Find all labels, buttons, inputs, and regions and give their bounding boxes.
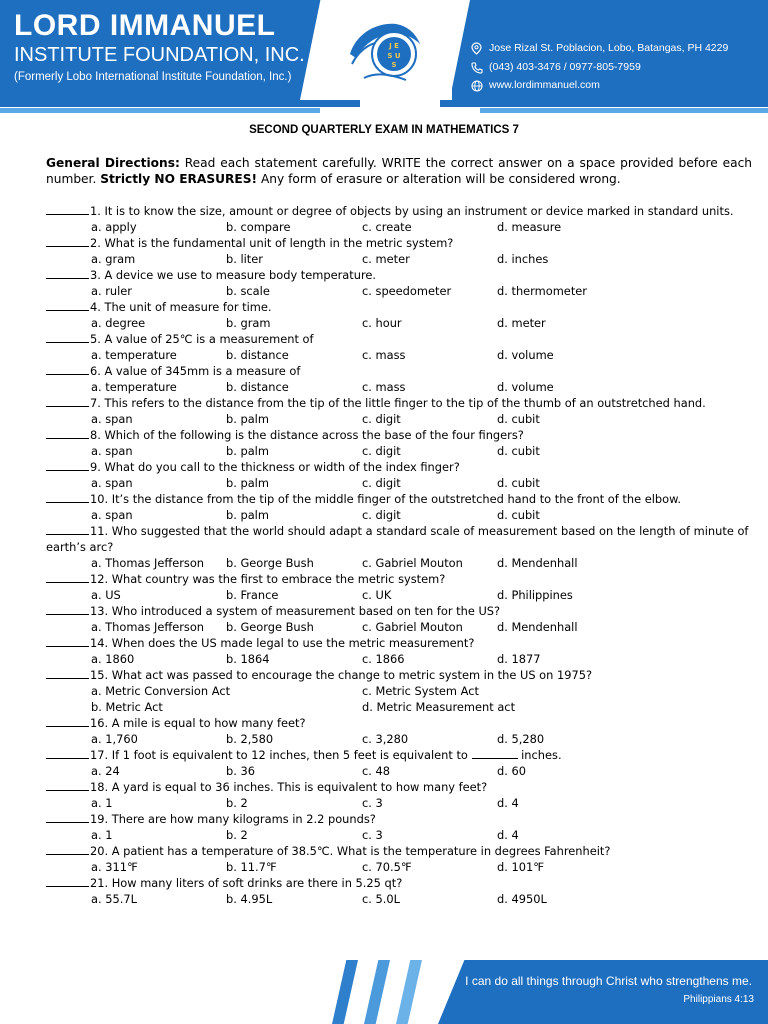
answer-blank[interactable] [46, 459, 89, 471]
school-subtitle: INSTITUTE FOUNDATION, INC. [14, 44, 305, 66]
answer-blank[interactable] [46, 875, 89, 887]
answer-blank[interactable] [46, 603, 89, 615]
answer-blank[interactable] [46, 635, 89, 647]
question-text: 17. If 1 foot is equivalent to 12 inches, then 5 feet is equivalent to [90, 748, 472, 762]
answer-choice: c. speedometer [362, 284, 452, 298]
header-stripe [480, 108, 768, 113]
globe-icon [470, 79, 483, 92]
choice-row [46, 283, 752, 299]
question-item [46, 491, 752, 507]
question-text: 21. How many liters of soft drinks are there in 5.25 qt? [90, 876, 403, 890]
answer-choice: d. cubit [497, 508, 540, 522]
answer-choice: b. George Bush [226, 620, 314, 634]
choice-row [46, 379, 752, 395]
school-name: LORD IMMANUEL [14, 9, 276, 42]
general-directions [46, 155, 752, 187]
answer-choice: d. meter [497, 316, 546, 330]
answer-choice: b. palm [226, 412, 269, 426]
question-item [46, 331, 752, 347]
choice-row [46, 347, 752, 363]
answer-blank[interactable] [46, 779, 89, 791]
address-text: Jose Rizal St. Poblacion, Lobo, Batangas, PH 4229 [489, 42, 729, 54]
answer-choice: a. 24 [91, 764, 120, 778]
question-text-end: inches. [517, 748, 562, 762]
answer-choice: d. thermometer [497, 284, 587, 298]
answer-blank[interactable] [46, 267, 89, 279]
question-item [46, 203, 752, 219]
footer-verse: I can do all things through Christ who strengthens me. [465, 974, 752, 988]
answer-choice: c. 3 [362, 796, 383, 810]
question-text: 14. When does the US made legal to use the metric measurement? [90, 636, 475, 650]
question-text: 5. A value of 25℃ is a measurement of [90, 332, 314, 346]
answer-choice: b. gram [226, 316, 271, 330]
answer-choice: c. Gabriel Mouton [362, 556, 463, 570]
svg-text:S: S [391, 61, 397, 69]
answer-choice: a. temperature [91, 380, 177, 394]
answer-choice: a. span [91, 444, 133, 458]
choice-row [46, 731, 752, 747]
question-item [46, 747, 752, 763]
choice-row [46, 411, 752, 427]
choice-row [46, 827, 752, 843]
answer-choice: b. palm [226, 444, 269, 458]
answer-choice: c. Metric System Act [362, 684, 479, 698]
answer-choice: a. 1,760 [91, 732, 138, 746]
answer-choice: a. apply [91, 220, 137, 234]
question-text: 1. It is to know the size, amount or degree of objects by using an instrument or device marked in standard units. [90, 204, 734, 218]
answer-choice: c. Gabriel Mouton [362, 620, 463, 634]
svg-text:S U: S U [387, 52, 401, 60]
answer-choice: d. cubit [497, 412, 540, 426]
choice-row [46, 651, 752, 667]
answer-blank[interactable] [46, 299, 89, 311]
choice-row [46, 507, 752, 523]
answer-choice: a. 311℉ [91, 860, 138, 874]
answer-choice: b. scale [226, 284, 270, 298]
answer-choice: a. Thomas Jefferson [91, 556, 205, 570]
answer-choice: a. span [91, 476, 133, 490]
header-stripe [0, 108, 320, 113]
phone-icon [470, 61, 483, 74]
answer-blank[interactable] [46, 427, 89, 439]
choice-row [46, 315, 752, 331]
question-item [46, 299, 752, 315]
answer-choice: b. liter [226, 252, 263, 266]
answer-blank[interactable] [46, 523, 89, 535]
choice-row [46, 859, 752, 875]
answer-blank[interactable] [46, 843, 89, 855]
answer-choice: c. 5.0L [362, 892, 400, 906]
answer-choice: d. Metric Measurement act [362, 700, 516, 714]
answer-choice: a. span [91, 508, 133, 522]
answer-choice: d. 1877 [497, 652, 541, 666]
choice-row [46, 555, 752, 571]
question-text: 3. A device we use to measure body temperature. [90, 268, 377, 282]
answer-choice: b. palm [226, 508, 269, 522]
answer-choice: b. Metric Act [91, 700, 163, 714]
directions-text: Read each statement carefully. WRITE the correct answer on a space provided before each number. [46, 156, 753, 186]
question-text: 10. It’s the distance from the tip of the middle finger of the outstretched hand to the front of the elbow. [90, 492, 681, 506]
answer-choice: d. 60 [497, 764, 526, 778]
answer-blank[interactable] [46, 363, 89, 375]
answer-choice: d. volume [497, 380, 554, 394]
question-text: 7. This refers to the distance from the tip of the little finger to the tip of the thumb of an outstretched hand. [90, 396, 706, 410]
answer-choice: a. Thomas Jefferson [91, 620, 205, 634]
answer-blank[interactable] [46, 395, 89, 407]
answer-choice: a. 55.7L [91, 892, 137, 906]
phone-text: (043) 403-3476 / 0977-805-7959 [489, 61, 641, 73]
answer-choice: a. US [91, 588, 121, 602]
answer-blank[interactable] [46, 331, 89, 343]
question-item [46, 235, 752, 251]
question-text: 15. What act was passed to encourage the change to metric system in the US on 1975? [90, 668, 593, 682]
answer-choice: c. UK [362, 588, 392, 602]
inline-answer-blank[interactable] [472, 747, 518, 759]
answer-choice: b. George Bush [226, 556, 314, 570]
question-list [46, 203, 752, 907]
question-item [46, 267, 752, 283]
choice-row [46, 795, 752, 811]
question-item [46, 779, 752, 795]
question-item [46, 715, 752, 731]
footer-verse-reference: Philippians 4:13 [683, 994, 754, 1005]
footer-chevron [364, 960, 390, 1024]
directions-label: General Directions: [46, 156, 180, 170]
question-item [46, 363, 752, 379]
question-text: 19. There are how many kilograms in 2.2 pounds? [90, 812, 376, 826]
website-text: www.lordimmanuel.com [489, 79, 600, 91]
question-item [46, 603, 752, 619]
phone-line [470, 61, 641, 74]
exam-title: SECOND QUARTERLY EXAM IN MATHEMATICS 7 [249, 124, 519, 136]
question-text: 2. What is the fundamental unit of length in the metric system? [90, 236, 454, 250]
answer-choice: b. distance [226, 348, 289, 362]
answer-choice: b. 1864 [226, 652, 270, 666]
directions-text-end: Any form of erasure or alteration will be considered wrong. [257, 172, 621, 186]
location-pin-icon [470, 42, 483, 55]
website-line [470, 79, 600, 92]
question-text: 4. The unit of measure for time. [90, 300, 272, 314]
answer-choice: d. cubit [497, 476, 540, 490]
answer-choice: c. hour [362, 316, 402, 330]
question-item [46, 843, 752, 859]
answer-choice: a. span [91, 412, 133, 426]
answer-choice: b. France [226, 588, 279, 602]
choice-row [46, 699, 752, 715]
answer-choice: d. Mendenhall [497, 620, 578, 634]
choice-row [46, 891, 752, 907]
answer-choice: a. degree [91, 316, 146, 330]
answer-blank[interactable] [46, 235, 89, 247]
address-line [470, 42, 728, 55]
answer-choice: a. Metric Conversion Act [91, 684, 231, 698]
footer [0, 960, 768, 1024]
answer-choice: d. 4950L [497, 892, 547, 906]
footer-band [438, 960, 768, 1024]
answer-choice: a. temperature [91, 348, 177, 362]
question-item [46, 395, 752, 411]
answer-choice: d. Philippines [497, 588, 573, 602]
answer-blank[interactable] [46, 571, 89, 583]
question-text: 6. A value of 345mm is a measure of [90, 364, 301, 378]
answer-choice: b. palm [226, 476, 269, 490]
question-item [46, 523, 752, 555]
header-stripe [0, 100, 360, 107]
choice-row [46, 219, 752, 235]
answer-blank[interactable] [46, 491, 89, 503]
school-seal-logo [346, 14, 424, 86]
answer-choice: c. 70.5℉ [362, 860, 412, 874]
question-item [46, 427, 752, 443]
question-text: 11. Who suggested that the world should adapt a standard scale of measurement based on the length of minute of earth’s arc? [46, 524, 749, 554]
question-text: 13. Who introduced a system of measurement based on ten for the US? [90, 604, 501, 618]
answer-choice: c. mass [362, 380, 406, 394]
answer-choice: a. 1860 [91, 652, 135, 666]
question-text: 20. A patient has a temperature of 38.5℃. What is the temperature in degrees Fahrenheit? [90, 844, 611, 858]
answer-blank[interactable] [46, 811, 89, 823]
answer-choice: d. cubit [497, 444, 540, 458]
answer-choice: b. 2 [226, 828, 248, 842]
answer-choice: b. compare [226, 220, 291, 234]
question-item [46, 635, 752, 651]
answer-choice: d. inches [497, 252, 549, 266]
choice-row [46, 251, 752, 267]
choice-row [46, 587, 752, 603]
footer-chevron [396, 960, 422, 1024]
answer-choice: d. 101℉ [497, 860, 545, 874]
answer-choice: a. 1 [91, 828, 113, 842]
choice-row [46, 475, 752, 491]
question-item [46, 571, 752, 587]
answer-choice: c. digit [362, 444, 401, 458]
question-item [46, 875, 752, 891]
footer-chevron [332, 960, 358, 1024]
answer-choice: a. 1 [91, 796, 113, 810]
answer-choice: c. digit [362, 412, 401, 426]
answer-choice: b. 11.7℉ [226, 860, 277, 874]
answer-choice: d. Mendenhall [497, 556, 578, 570]
answer-choice: c. digit [362, 508, 401, 522]
question-item [46, 667, 752, 683]
answer-choice: d. volume [497, 348, 554, 362]
choice-row [46, 683, 752, 699]
answer-choice: d. 4 [497, 796, 519, 810]
answer-choice: c. digit [362, 476, 401, 490]
choice-row [46, 763, 752, 779]
answer-choice: c. 1866 [362, 652, 405, 666]
question-item [46, 811, 752, 827]
answer-blank[interactable] [46, 715, 89, 727]
answer-choice: d. measure [497, 220, 562, 234]
answer-choice: c. meter [362, 252, 410, 266]
question-text: 18. A yard is equal to 36 inches. This is equivalent to how many feet? [90, 780, 488, 794]
question-item [46, 459, 752, 475]
question-text: 16. A mile is equal to how many feet? [90, 716, 306, 730]
answer-choice: c. 3,280 [362, 732, 409, 746]
answer-choice: c. 48 [362, 764, 390, 778]
answer-blank[interactable] [46, 203, 89, 215]
answer-choice: b. 2,580 [226, 732, 274, 746]
answer-choice: a. ruler [91, 284, 132, 298]
answer-choice: a. gram [91, 252, 136, 266]
answer-choice: d. 4 [497, 828, 519, 842]
question-text: 9. What do you call to the thickness or width of the index finger? [90, 460, 460, 474]
question-text: 8. Which of the following is the distance across the base of the four fingers? [90, 428, 524, 442]
svg-text:J E: J E [389, 42, 399, 50]
answer-blank[interactable] [46, 747, 89, 759]
answer-blank[interactable] [46, 667, 89, 679]
answer-choice: d. 5,280 [497, 732, 545, 746]
choice-row [46, 619, 752, 635]
answer-choice: b. 36 [226, 764, 255, 778]
choice-row [46, 443, 752, 459]
answer-choice: b. 2 [226, 796, 248, 810]
answer-choice: c. 3 [362, 828, 383, 842]
answer-choice: b. 4.95L [226, 892, 273, 906]
answer-choice: b. distance [226, 380, 289, 394]
answer-choice: c. create [362, 220, 412, 234]
directions-warning: Strictly NO ERASURES! [100, 172, 258, 186]
answer-choice: c. mass [362, 348, 406, 362]
school-former-name: (Formerly Lobo International Institute Foundation, Inc.) [14, 71, 292, 83]
header-stripe [440, 100, 768, 107]
question-text: 12. What country was the first to embrace the metric system? [90, 572, 446, 586]
letterhead [0, 0, 768, 118]
